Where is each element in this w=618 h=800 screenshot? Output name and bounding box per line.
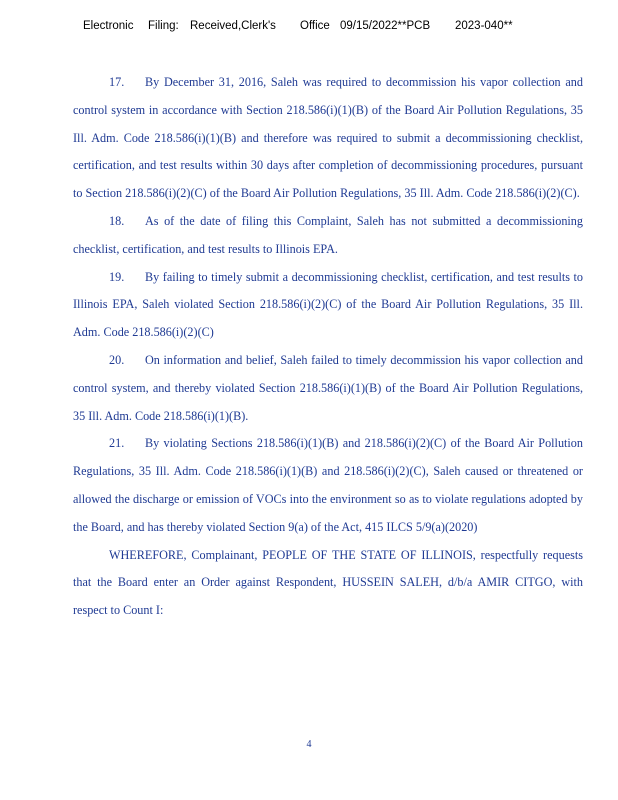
complaint-body [73,69,583,625]
header-received: Received,Clerk's [190,20,276,32]
paragraph-text: By failing to timely submit a decommissioning checklist, certification, and test results to Illinois EPA, Saleh violated Section 218.586(i)(2)(C) of the Board Air Pollution Regulations, 35 Ill. Adm. Code 218.586(i)(2)(C) [73,269,583,340]
filing-header [0,20,618,38]
paragraph-18 [73,208,583,264]
header-date-pcb: 09/15/2022**PCB [340,20,431,32]
header-filing: Filing: [148,20,179,32]
paragraph-number: 17. [109,75,125,89]
paragraph-text: On information and belief, Saleh failed to timely decommission his vapor collection and control system, and thereby violated Section 218.586(i)(1)(B) of the Board Air Pollution Regulations, 35 Ill. Adm. Code 218.586(i)(1)(B). [73,352,583,423]
paragraph-17 [73,69,583,208]
paragraph-21 [73,430,583,541]
page-number: 4 [306,739,312,750]
paragraph-number: 21. [109,436,125,451]
paragraph-text: By December 31, 2016, Saleh was required to decommission his vapor collection and control system in accordance with Section 218.586(i)(1)(B) of the Board Air Pollution Regulations, 35 Ill. Adm. Code 218.586(i)(1)(B) and therefore was required to submit a decommissioning checklist, certification, and test results within 30 days after completion of decommissioning procedures, pursuant to Section 218.586(i)(2)(C) of the Board Air Pollution Regulations, 35 Ill. Adm. Code 218.586(i)(2)(C). [73,75,583,201]
paragraph-text: By violating Sections 218.586(i)(1)(B) and 218.586(i)(2)(C) of the Board Air Pollution Regulations, 35 Ill. Adm. Code 218.586(i)(1)(B) and 218.586(i)(2)(C), Saleh caused or threatened or allowed the discharge or emission of VOCs into the environment so as to violate regulations adopted by the Board, and has thereby violated Section 9(a) of the Act, 415 ILCS 5/9(a)(2020) [73,436,583,534]
paragraph-number: 20. [109,352,125,367]
wherefore-clause: WHEREFORE, Complainant, PEOPLE OF THE STATE OF ILLINOIS, respectfully requests that the Board enter an Order against Respondent, HUSSEIN SALEH, d/b/a AMIR CITGO, with respect to Count I: [73,547,583,618]
paragraph-number: 18. [109,213,125,228]
header-electronic: Electronic [83,20,134,32]
paragraph-20 [73,347,583,430]
header-case-number: 2023-040** [455,20,513,32]
paragraph-text: As of the date of filing this Complaint, Saleh has not submitted a decommissioning checklist, certification, and test results to Illinois EPA. [73,213,583,256]
header-office: Office [300,20,330,32]
paragraph-19 [73,264,583,347]
paragraph-number: 19. [109,269,125,284]
